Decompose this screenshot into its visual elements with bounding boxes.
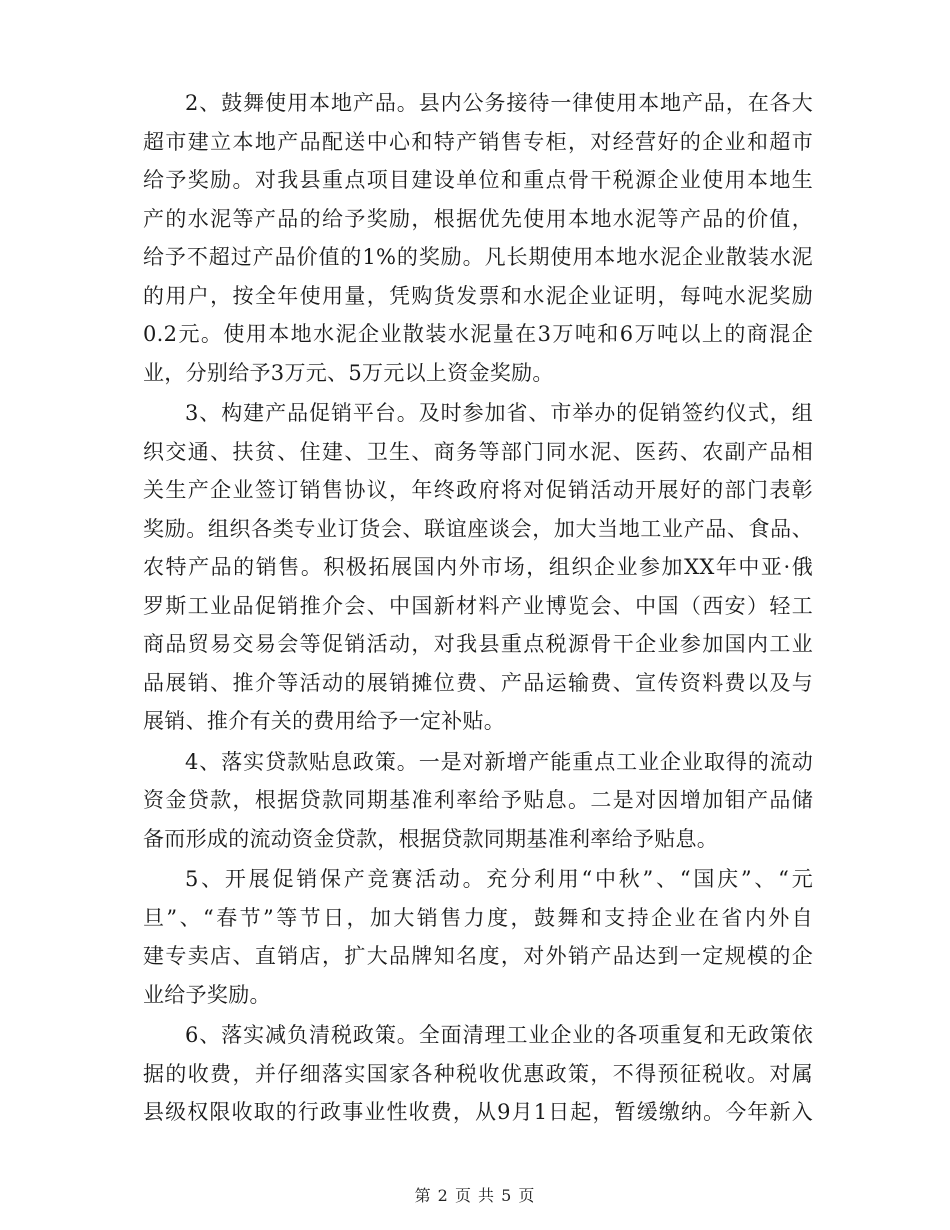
text-line: 商品贸易交易会等促销活动，对我县重点税源骨干企业参加国内工业 bbox=[143, 632, 813, 656]
document-body bbox=[143, 84, 813, 1134]
text-line: 0.2元。使用本地水泥企业散装水泥量在3万吨和6万吨以上的商混企 bbox=[143, 322, 813, 346]
text-line: 建专卖店、直销店，扩大品牌知名度，对外销产品达到一定规模的企 bbox=[143, 944, 813, 968]
text-line: 给予不超过产品价值的1%的奖励。凡长期使用本地水泥企业散装水泥 bbox=[143, 245, 813, 269]
paragraph-3 bbox=[143, 394, 813, 741]
text-line: 旦”、“春节”等节日，加大销售力度，鼓舞和支持企业在省内外自 bbox=[143, 905, 813, 930]
paragraph-2 bbox=[143, 84, 813, 392]
text-line: 6、落实减负清税政策。全面清理工业企业的各项重复和无政策依 bbox=[185, 1023, 813, 1047]
text-line: 展销、推介有关的费用给予一定补贴。 bbox=[143, 709, 506, 733]
text-line: 2、鼓舞使用本地产品。县内公务接待一律使用本地产品，在各大 bbox=[185, 91, 813, 115]
text-line: 织交通、扶贫、住建、卫生、商务等部门同水泥、医药、农副产品相 bbox=[143, 439, 813, 464]
text-line: 3、构建产品促销平台。及时参加省、市举办的促销签约仪式，组 bbox=[185, 401, 813, 425]
text-line: 4、落实贷款贴息政策。一是对新增产能重点工业企业取得的流动 bbox=[185, 749, 813, 774]
text-line: 县级权限收取的行政事业性收费，从9月1日起，暂缓缴纳。今年新入 bbox=[143, 1100, 813, 1124]
text-line: 农特产品的销售。积极拓展国内外市场，组织企业参加XX年中亚·俄 bbox=[143, 555, 813, 579]
text-line: 资金贷款，根据贷款同期基准利率给予贴息。二是对因增加钼产品储 bbox=[143, 788, 813, 812]
text-line: 业，分别给予3万元、5万元以上资金奖励。 bbox=[143, 360, 554, 385]
paragraph-6 bbox=[143, 1016, 813, 1132]
text-line: 奖励。组织各类专业订货会、联谊座谈会，加大当地工业产品、食品、 bbox=[143, 516, 813, 541]
paragraph-5 bbox=[143, 860, 813, 1014]
text-line: 给予奖励。对我县重点项目建设单位和重点骨干税源企业使用本地生 bbox=[143, 168, 813, 192]
text-line: 超市建立本地产品配送中心和特产销售专柜，对经营好的企业和超市 bbox=[143, 129, 813, 154]
text-line: 品展销、推介等活动的展销摊位费、产品运输费、宣传资料费以及与 bbox=[143, 670, 813, 695]
text-line: 罗斯工业品促销推介会、中国新材料产业博览会、中国（西安）轻工 bbox=[143, 593, 813, 618]
paragraph-4 bbox=[143, 743, 813, 859]
text-line: 备而形成的流动资金贷款，根据贷款同期基准利率给予贴息。 bbox=[143, 826, 719, 851]
text-line: 5、开展促销保产竞赛活动。充分利用“中秋”、“国庆”、“元 bbox=[185, 867, 813, 891]
text-line: 据的收费，并仔细落实国家各种税收优惠政策，不得预征税收。对属 bbox=[143, 1061, 813, 1086]
text-line: 业给予奖励。 bbox=[143, 982, 271, 1007]
text-line: 的用户，按全年使用量，凭购货发票和水泥企业证明，每吨水泥奖励 bbox=[143, 283, 813, 308]
text-line: 产的水泥等产品的给予奖励，根据优先使用本地水泥等产品的价值， bbox=[143, 206, 813, 231]
page-number-footer: 第 2 页 共 5 页 bbox=[414, 1186, 536, 1205]
text-line: 关生产企业签订销售协议，年终政府将对促销活动开展好的部门表彰 bbox=[143, 478, 813, 502]
